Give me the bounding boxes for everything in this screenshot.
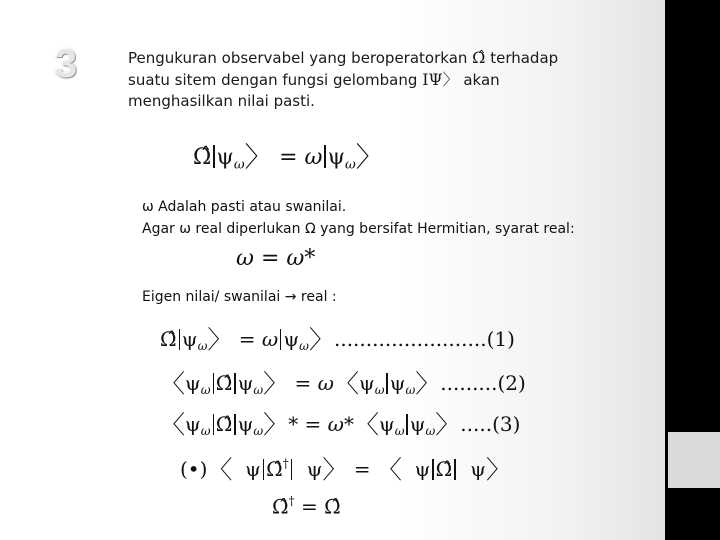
bullet-marker: (•) [180, 457, 208, 481]
intro-line-1 [128, 47, 568, 69]
intro-line-3: menghasilkan nilai pasti. [128, 92, 315, 110]
equation-1: Ω̂ $\psi_\omega$〉 = ω $\psi_\omega$〉........................(1) [160, 325, 515, 354]
explanation-text [142, 196, 575, 240]
equation-2-dots: ......... [440, 371, 498, 395]
intro-text-4: akan [463, 71, 500, 89]
right-decoration-block [668, 432, 720, 488]
operator-symbol: Ω̂ [472, 48, 486, 67]
slide-number: 3 [54, 42, 78, 86]
equation-3-dots: ..... [460, 412, 493, 436]
explanation-line-1: ω Adalah pasti atau swanilai. [142, 199, 347, 215]
equation-2-tag: (2) [497, 371, 526, 395]
intro-line-2 [128, 69, 568, 91]
equation-1-dots: ........................ [333, 327, 487, 351]
equation-3: 〈$\psi_\omega$ Ω̂ $\psi_\omega$〉* = ω*〈$\psi_\omega$ $\psi_\omega$〉.....(3) [160, 410, 521, 439]
eigenvalue-equation: Ω̂ $\psi_\omega$〉 = ω $\psi_\omega$〉 [193, 141, 384, 173]
equation-1-tag: (1) [486, 327, 515, 351]
intro-text-3: suatu sitem dengan fungsi gelombang [128, 71, 418, 89]
intro-text-2: terhadap [490, 49, 559, 67]
eigen-text: Eigen nilai/ swanilai → real : [142, 289, 337, 305]
equation-3-tag: (3) [492, 412, 521, 436]
real-condition-equation: ω = ω* [236, 246, 316, 271]
ket-symbol: IΨ〉 [422, 70, 459, 89]
equation-2: 〈$\psi_\omega$ Ω̂ $\psi_\omega$〉 = ω〈$\psi_\omega$ $\psi_\omega$〉.........(2) [160, 369, 526, 398]
hermitian-operator-equation: Ω̂† = Ω̂ [272, 494, 341, 519]
intro-text-1: Pengukuran observabel yang beroperatorkan [128, 49, 468, 67]
hermitian-equation: (•)〈 ψ Ω̂† ψ〉 = 〈 ψ Ω̂ ψ〉 [180, 455, 511, 484]
right-decoration-bar [665, 0, 720, 540]
explanation-line-2: Agar ω real diperlukan Ω yang bersifat Hermitian, syarat real: [142, 221, 575, 237]
intro-paragraph [128, 47, 568, 112]
